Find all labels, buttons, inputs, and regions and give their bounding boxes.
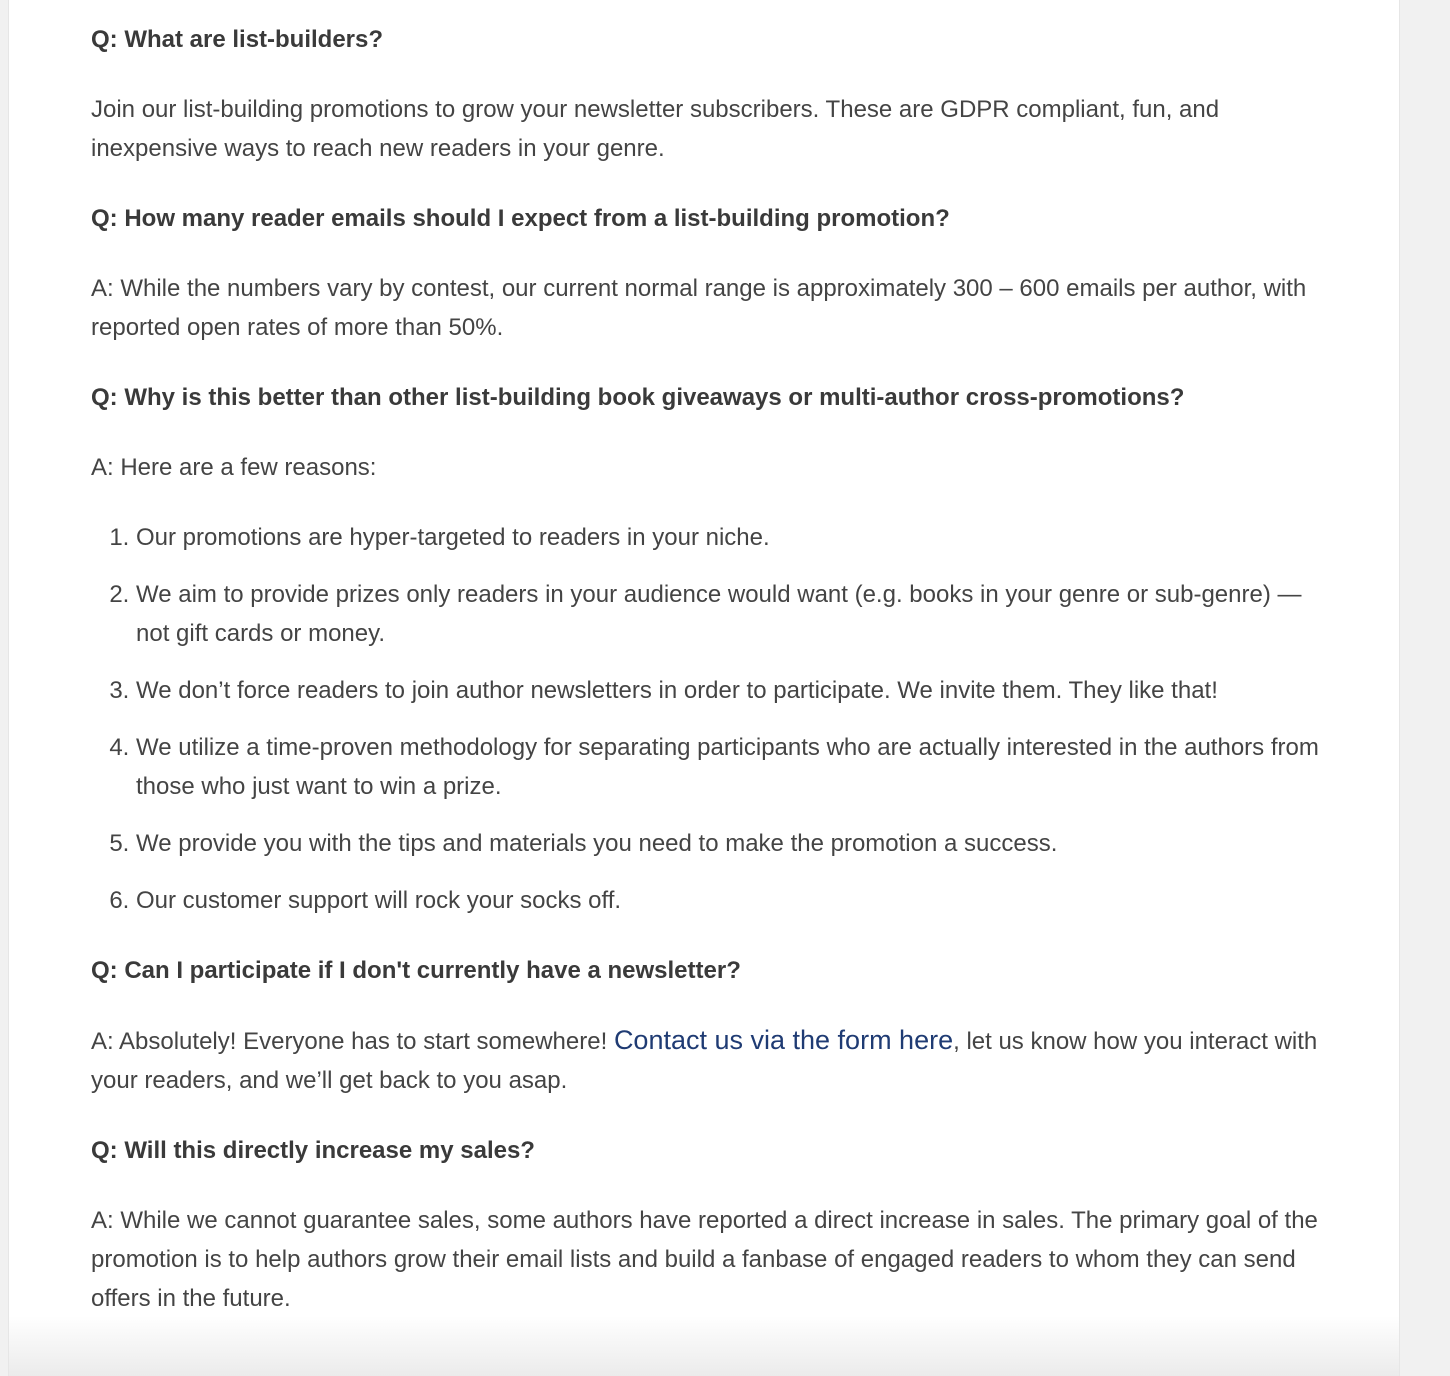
faq-question-sales: Q: Will this directly increase my sales? (91, 1137, 535, 1164)
reason-item: 5. We provide you with the tips and materials you need to make the promotion a success. (136, 824, 1331, 863)
faq-answer-why-better: A: Here are a few reasons: (91, 454, 377, 481)
faq-answer-sales: A: While we cannot guarantee sales, some authors have reported a direct increase in sales. The primary goal of the promotion is to help authors grow their email lists and build a fanbase of engaged readers to whom they can send offers in the future. (91, 1207, 1318, 1312)
reason-item: 4. We utilize a time-proven methodology for separating participants who are actually interested in the authors from those who just want to win a prize. (136, 728, 1331, 806)
reason-item: 3. We don’t force readers to join author newsletters in order to participate. We invite them. They like that! (136, 671, 1331, 710)
reason-item: 6. Our customer support will rock your socks off. (136, 881, 1331, 920)
reason-item: 2. We aim to provide prizes only readers in your audience would want (e.g. books in your genre or sub-genre) — not gift cards or money. (136, 575, 1331, 653)
faq-question-why-better: Q: Why is this better than other list-building book giveaways or multi-author cross-promotions? (91, 384, 1185, 411)
answer-text-after-link: , let us know how you interact with your readers, and we’ll get back to you asap. (91, 1028, 1318, 1094)
faq-answer-reader-emails: A: While the numbers vary by contest, our current normal range is approximately 300 – 600 emails per author, with reported open rates of more than 50%. (91, 275, 1307, 341)
page-container (8, 0, 1400, 1376)
reasons-list (91, 518, 1331, 920)
contact-form-link[interactable]: Contact us via the form here (613, 1025, 954, 1055)
faq-question-reader-emails: Q: How many reader emails should I expect from a list-building promotion? (91, 205, 950, 232)
reason-item: 1. Our promotions are hyper-targeted to readers in your niche. (136, 518, 1331, 557)
faq-question-list-builders: Q: What are list-builders? (91, 26, 384, 53)
answer-text-before-link: A: Absolutely! Everyone has to start somewhere! (91, 1028, 614, 1055)
faq-answer-list-builders: Join our list-building promotions to grow your newsletter subscribers. These are GDPR compliant, fun, and inexpensive ways to reach new readers in your genre. (91, 96, 1220, 162)
faq-answer-newsletter (91, 1021, 1331, 1100)
faq-content (91, 20, 1331, 1349)
faq-question-newsletter: Q: Can I participate if I don't currently have a newsletter? (91, 957, 741, 984)
